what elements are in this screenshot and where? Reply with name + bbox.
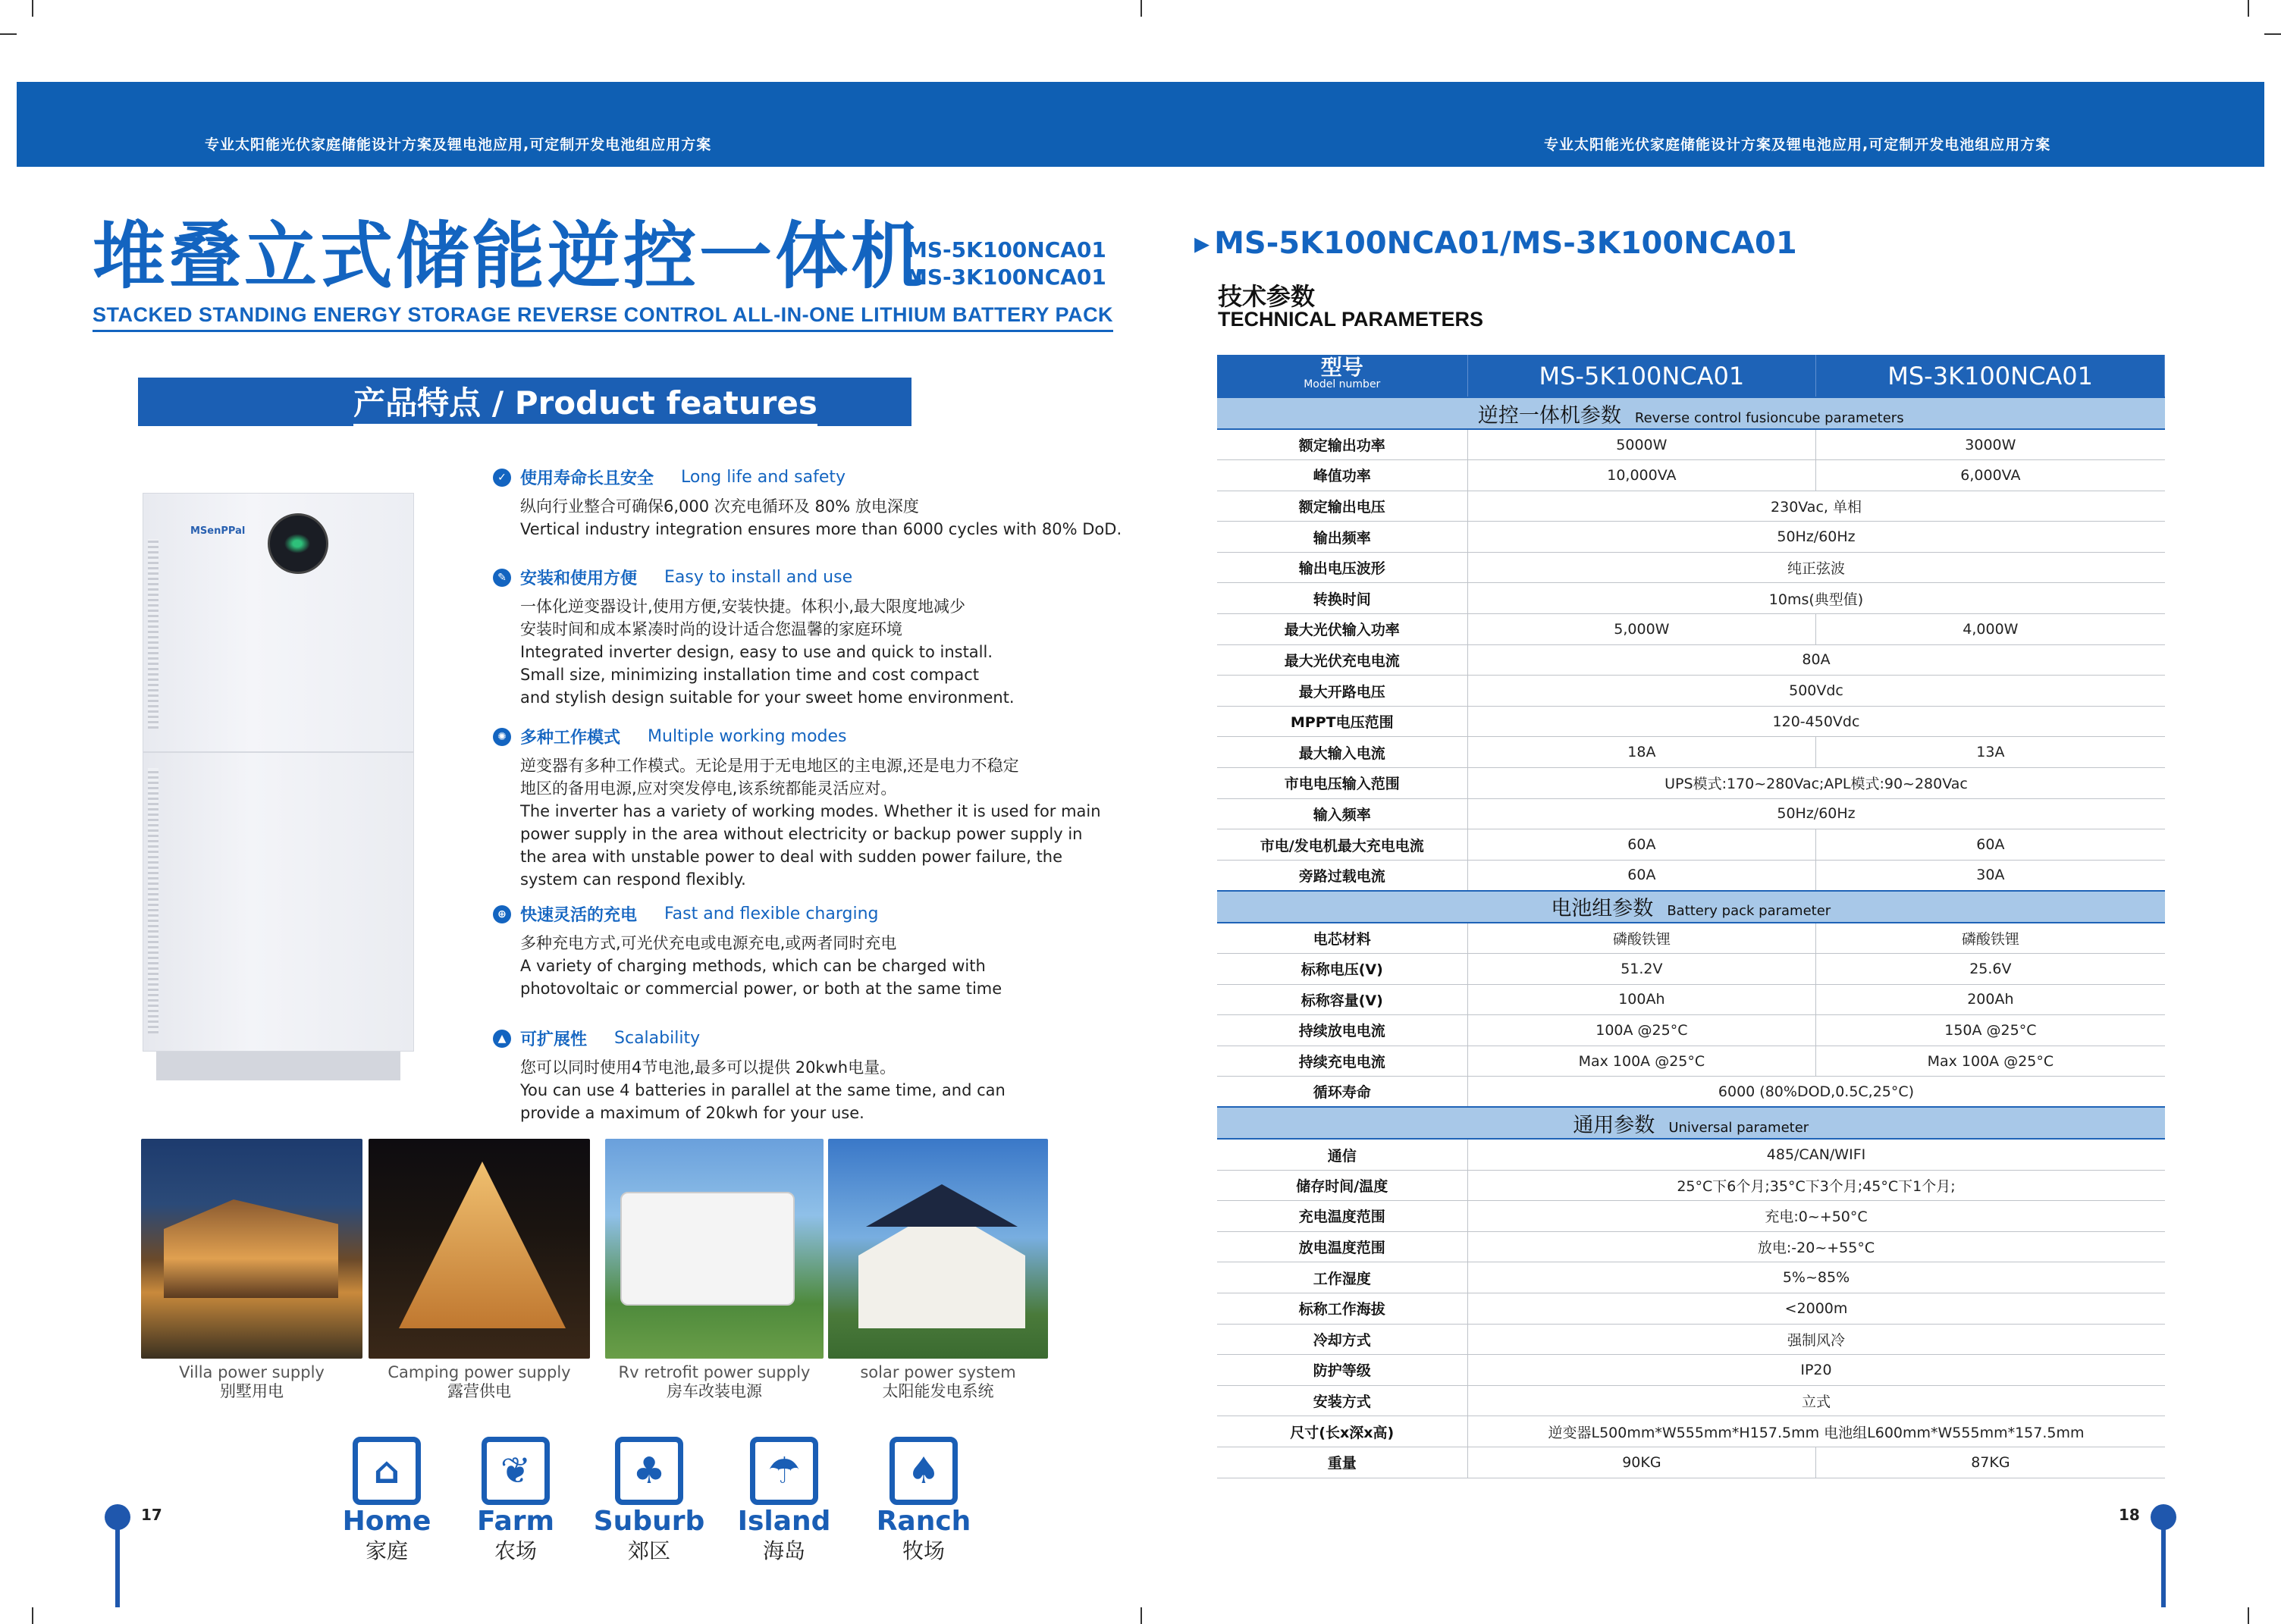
- spec-row: [1217, 706, 2165, 737]
- spec-label: 最大输入电流: [1217, 737, 1467, 768]
- spec-label: 输入频率: [1217, 798, 1467, 829]
- shield-icon: ✓: [493, 469, 511, 487]
- spec-value-shared: 485/CAN/WIFI: [1467, 1139, 2165, 1170]
- trees-icon: ♣: [615, 1437, 683, 1505]
- feature-block: [493, 466, 1122, 541]
- scene-caption: [369, 1363, 590, 1401]
- rv-photo: [605, 1139, 824, 1359]
- spec-row: [1217, 491, 2165, 522]
- spec-row: [1217, 768, 2165, 799]
- feature-line: 纵向行业整合可确保6,000 次充电循环及 80% 放电深度: [520, 497, 919, 516]
- spec-row: [1217, 1324, 2165, 1355]
- spec-label: 输出电压波形: [1217, 552, 1467, 583]
- spec-value-5k: 10,000VA: [1467, 460, 1816, 491]
- page-number: 18: [2119, 1506, 2140, 1524]
- spec-label: MPPT电压范围: [1217, 706, 1467, 737]
- crop-mark: [2264, 33, 2281, 35]
- spec-label: 旁路过载电流: [1217, 860, 1467, 891]
- spec-label: 市电/发电机最大充电电流: [1217, 829, 1467, 861]
- feature-line: 逆变器有多种工作模式。无论是用于无电地区的主电源,还是电力不稳定: [520, 757, 1019, 775]
- feature-line: provide a maximum of 20kwh for your use.: [520, 1104, 864, 1122]
- spec-row: [1217, 984, 2165, 1015]
- crop-mark: [1140, 1607, 1142, 1624]
- spec-label: 循环寿命: [1217, 1077, 1467, 1108]
- page-subtitle: STACKED STANDING ENERGY STORAGE REVERSE CONTROL ALL-IN-ONE LITHIUM BATTERY PACK: [93, 303, 1113, 332]
- feature-block: [493, 566, 1015, 709]
- spec-value-5k: 100A @25°C: [1467, 1015, 1816, 1046]
- page-number: 17: [141, 1506, 162, 1524]
- spec-label: 储存时间/温度: [1217, 1170, 1467, 1201]
- scene-caption: [605, 1363, 824, 1401]
- solar-house-photo: [828, 1139, 1048, 1359]
- model-number: MS-3K100NCA01: [906, 265, 1106, 290]
- page-marker-dot: [2151, 1504, 2176, 1530]
- spec-value-3k: 200Ah: [1816, 984, 2165, 1015]
- product-display: [268, 513, 328, 574]
- column-header-5k: MS-5K100NCA01: [1467, 355, 1816, 397]
- product-inverter-unit: [143, 493, 414, 752]
- model-numbers: [906, 237, 1106, 291]
- spec-value-3k: Max 100A @25°C: [1816, 1046, 2165, 1077]
- section-title-cn: 逆控一体机参数: [1477, 403, 1621, 428]
- feature-line: and stylish design suitable for your sweet home environment.: [520, 688, 1015, 707]
- feature-line: 地区的备用电源,应对突发停电,该系统都能灵活应对。: [520, 779, 897, 798]
- spec-label: 充电温度范围: [1217, 1201, 1467, 1232]
- feature-description: [520, 1056, 1006, 1124]
- product-image: [143, 493, 414, 1084]
- feature-title-cn: 多种工作模式: [520, 729, 621, 748]
- feature-heading: [493, 725, 1101, 748]
- spec-row: [1217, 429, 2165, 460]
- spec-value-5k: 5,000W: [1467, 614, 1816, 645]
- spec-value-5k: 60A: [1467, 829, 1816, 861]
- location-label-cn: 家庭: [365, 1538, 408, 1563]
- feature-heading: [493, 1027, 1006, 1050]
- spec-value-5k: 5000W: [1467, 429, 1816, 460]
- spec-label: 冷却方式: [1217, 1324, 1467, 1355]
- location-label-cn: 农场: [494, 1538, 537, 1563]
- scene-caption-cn: 太阳能发电系统: [882, 1382, 994, 1400]
- spec-section-header: [1217, 397, 2165, 429]
- spec-row: [1217, 1231, 2165, 1262]
- location-label-cn: 海岛: [762, 1538, 805, 1563]
- crop-mark: [2248, 1607, 2249, 1624]
- spec-label: 标称工作海拔: [1217, 1293, 1467, 1324]
- spec-value-3k: 60A: [1816, 829, 2165, 861]
- location-label-cn: 郊区: [627, 1538, 670, 1563]
- spec-value-3k: 4,000W: [1816, 614, 2165, 645]
- spec-label: 最大光伏输入功率: [1217, 614, 1467, 645]
- fence-icon: ♠: [889, 1437, 958, 1505]
- feature-line: power supply in the area without electricity or backup power supply in: [520, 825, 1083, 843]
- spec-row: [1217, 954, 2165, 985]
- spec-row: [1217, 798, 2165, 829]
- section-title-en: Universal parameter: [1668, 1119, 1809, 1136]
- spec-row: [1217, 1170, 2165, 1201]
- feature-title-en: Fast and flexible charging: [664, 904, 879, 923]
- spec-value-shared: 立式: [1467, 1385, 2165, 1416]
- spec-value-shared: 充电:0~+50°C: [1467, 1201, 2165, 1232]
- feature-description: [520, 932, 1002, 1000]
- location-label-en: Ranch: [876, 1506, 971, 1537]
- spec-label: 最大开路电压: [1217, 676, 1467, 707]
- feature-line: Vertical industry integration ensures more than 6000 cycles with 80% DoD.: [520, 520, 1122, 538]
- spec-value-3k: 6,000VA: [1816, 460, 2165, 491]
- feature-title-cn: 可扩展性: [520, 1030, 588, 1049]
- spec-value-shared: 120-450Vdc: [1467, 706, 2165, 737]
- page-title: 堆叠立式储能逆控一体机: [93, 214, 927, 299]
- scene-caption-en: Villa power supply: [179, 1363, 325, 1381]
- spec-row: [1217, 1293, 2165, 1324]
- spec-label: 尺寸(长x深x高): [1217, 1416, 1467, 1447]
- spec-table-header: [1217, 355, 2165, 397]
- model-number-label-cn: 型号: [1320, 355, 1363, 380]
- column-header-3k: MS-3K100NCA01: [1816, 355, 2165, 397]
- spec-row: [1217, 522, 2165, 553]
- spec-row: [1217, 1015, 2165, 1046]
- crop-mark: [1140, 0, 1142, 17]
- header-tagline-right: 专业太阳能光伏家庭储能设计方案及锂电池应用,可定制开发电池组应用方案: [1544, 136, 2051, 153]
- scene-caption-cn: 别墅用电: [220, 1382, 284, 1400]
- feature-block: [493, 1027, 1006, 1124]
- spec-row: [1217, 552, 2165, 583]
- features-bar-title: 产品特点 / Product features: [353, 378, 817, 426]
- spec-label: 额定输出电压: [1217, 491, 1467, 522]
- spec-value-shared: 强制风冷: [1467, 1324, 2165, 1355]
- feature-heading: [493, 566, 1015, 589]
- tech-params-title-cn: 技术参数: [1218, 282, 1316, 311]
- location-label-en: Suburb: [593, 1506, 705, 1537]
- spec-label: 转换时间: [1217, 583, 1467, 614]
- feature-line: the area with unstable power to deal with sudden power failure, the: [520, 848, 1063, 866]
- spec-row: [1217, 1201, 2165, 1232]
- model-heading: ▸ MS-5K100NCA01/MS-3K100NCA01: [1194, 226, 1797, 261]
- spec-value-5k: 磷酸铁锂: [1467, 923, 1816, 954]
- spec-row: [1217, 1447, 2165, 1478]
- spec-value-5k: 60A: [1467, 860, 1816, 891]
- spec-value-5k: 51.2V: [1467, 954, 1816, 985]
- spec-value-5k: 100Ah: [1467, 984, 1816, 1015]
- spec-row: [1217, 644, 2165, 676]
- feature-heading: [493, 466, 1122, 489]
- feature-line: You can use 4 batteries in parallel at the same time, and can: [520, 1081, 1006, 1099]
- leaf-icon: ❦: [482, 1437, 550, 1505]
- spec-row: [1217, 460, 2165, 491]
- spec-value-3k: 13A: [1816, 737, 2165, 768]
- feature-title-en: Long life and safety: [681, 468, 846, 487]
- crop-mark: [2248, 0, 2249, 17]
- spec-value-shared: 230Vac, 单相: [1467, 491, 2165, 522]
- spec-label: 通信: [1217, 1139, 1467, 1170]
- location-label-en: Island: [737, 1506, 831, 1537]
- spec-value-shared: 逆变器L500mm*W555mm*H157.5mm 电池组L600mm*W555mm*157.5mm: [1467, 1416, 2165, 1447]
- villa-photo: [141, 1139, 362, 1359]
- spec-value-3k: 87KG: [1816, 1447, 2165, 1478]
- spec-value-3k: 25.6V: [1816, 954, 2165, 985]
- header-tagline-left: 专业太阳能光伏家庭储能设计方案及锂电池应用,可定制开发电池组应用方案: [205, 136, 712, 153]
- spec-value-shared: 5%~85%: [1467, 1262, 2165, 1293]
- page-marker-pole: [2161, 1519, 2166, 1607]
- feature-title-en: Multiple working modes: [648, 727, 847, 746]
- spec-label: 输出频率: [1217, 522, 1467, 553]
- feature-line: The inverter has a variety of working modes. Whether it is used for main: [520, 802, 1101, 820]
- spec-label: 标称容量(V): [1217, 984, 1467, 1015]
- spec-label: 安装方式: [1217, 1385, 1467, 1416]
- spec-value-5k: 90KG: [1467, 1447, 1816, 1478]
- spec-row: [1217, 1046, 2165, 1077]
- spec-row: [1217, 923, 2165, 954]
- feature-heading: [493, 902, 1002, 926]
- scene-caption-cn: 房车改装电源: [667, 1382, 762, 1400]
- feature-description: [520, 754, 1101, 891]
- crop-mark: [32, 0, 33, 17]
- feature-line: 安装时间和成本紧凑时尚的设计适合您温馨的家庭环境: [520, 620, 902, 638]
- spec-label: 放电温度范围: [1217, 1231, 1467, 1262]
- features-bar: [138, 378, 911, 426]
- spec-value-shared: <2000m: [1467, 1293, 2165, 1324]
- spec-value-shared: 50Hz/60Hz: [1467, 798, 2165, 829]
- feature-line: 您可以同时使用4节电池,最多可以提供 20kwh电量。: [520, 1058, 896, 1077]
- spec-value-5k: Max 100A @25°C: [1467, 1046, 1816, 1077]
- spec-value-shared: 50Hz/60Hz: [1467, 522, 2165, 553]
- scene-caption-en: solar power system: [860, 1363, 1016, 1381]
- scene-caption: [141, 1363, 362, 1401]
- spec-row: [1217, 1385, 2165, 1416]
- spec-value-shared: IP20: [1467, 1355, 2165, 1386]
- feature-title-cn: 安装和使用方便: [520, 569, 638, 588]
- crop-mark: [32, 1607, 33, 1624]
- spec-value-shared: UPS模式:170~280Vac;APL模式:90~280Vac: [1467, 768, 2165, 799]
- spec-label: 防护等级: [1217, 1355, 1467, 1386]
- spec-value-shared: 放电:-20~+55°C: [1467, 1231, 2165, 1262]
- spec-label: 标称电压(V): [1217, 954, 1467, 985]
- feature-line: Small size, minimizing installation time and cost compact: [520, 666, 979, 684]
- scene-caption: [828, 1363, 1048, 1401]
- feature-block: [493, 902, 1002, 1000]
- spec-section-header: [1217, 891, 2165, 923]
- spec-row: [1217, 829, 2165, 861]
- spec-label: 电芯材料: [1217, 923, 1467, 954]
- spec-row: [1217, 1139, 2165, 1170]
- spec-label: 市电电压输入范围: [1217, 768, 1467, 799]
- section-title-en: Reverse control fusioncube parameters: [1634, 409, 1904, 426]
- feature-line: photovoltaic or commercial power, or both at the same time: [520, 980, 1002, 998]
- feature-line: A variety of charging methods, which can be charged with: [520, 957, 986, 975]
- crop-mark: [0, 33, 17, 35]
- spec-value-shared: 10ms(典型值): [1467, 583, 2165, 614]
- section-title-cn: 通用参数: [1573, 1113, 1655, 1137]
- spec-value-shared: 25°C下6个月;35°C下3个月;45°C下1个月;: [1467, 1170, 2165, 1201]
- charging-icon: ⊕: [493, 905, 511, 923]
- spec-value-shared: 纯正弦波: [1467, 552, 2165, 583]
- spec-value-shared: 80A: [1467, 644, 2165, 676]
- feature-line: Integrated inverter design, easy to use and quick to install.: [520, 643, 993, 661]
- spec-value-shared: 6000 (80%DOD,0.5C,25°C): [1467, 1077, 2165, 1108]
- spec-value-3k: 30A: [1816, 860, 2165, 891]
- feature-title-cn: 使用寿命长且安全: [520, 469, 654, 488]
- spec-label: 持续放电电流: [1217, 1015, 1467, 1046]
- spec-label: 峰值功率: [1217, 460, 1467, 491]
- product-logo: MSenPPal: [190, 525, 246, 537]
- spec-value-shared: 500Vdc: [1467, 676, 2165, 707]
- location-label-cn: 牧场: [902, 1538, 945, 1563]
- spec-value-3k: 磷酸铁锂: [1816, 923, 2165, 954]
- feature-description: [520, 595, 1015, 709]
- spec-value-3k: 150A @25°C: [1816, 1015, 2165, 1046]
- feature-title-en: Scalability: [614, 1029, 701, 1048]
- spec-row: [1217, 1077, 2165, 1108]
- spec-value-3k: 3000W: [1816, 429, 2165, 460]
- spec-row: [1217, 1416, 2165, 1447]
- page-marker-pole: [115, 1519, 120, 1607]
- spec-row: [1217, 860, 2165, 891]
- home-icon: ⌂: [353, 1437, 421, 1505]
- feature-title-en: Easy to install and use: [664, 568, 853, 587]
- feature-description: [520, 495, 1122, 541]
- spec-row: [1217, 614, 2165, 645]
- spec-section-header: [1217, 1107, 2165, 1139]
- spec-row: [1217, 583, 2165, 614]
- model-number: MS-5K100NCA01: [906, 237, 1106, 262]
- spec-row: [1217, 737, 2165, 768]
- spec-label: 额定输出功率: [1217, 429, 1467, 460]
- spec-row: [1217, 676, 2165, 707]
- spec-label: 持续充电电流: [1217, 1046, 1467, 1077]
- feature-line: 多种充电方式,可光伏充电或电源充电,或两者同时充电: [520, 934, 897, 952]
- camping-photo: [369, 1139, 590, 1359]
- spec-label: 工作湿度: [1217, 1262, 1467, 1293]
- location-label-en: Home: [342, 1506, 431, 1537]
- section-title-cn: 电池组参数: [1551, 897, 1654, 921]
- scalability-icon: ▲: [493, 1030, 511, 1048]
- tech-params-title-en: TECHNICAL PARAMETERS: [1218, 308, 1484, 331]
- feature-block: [493, 725, 1101, 891]
- spec-row: [1217, 1355, 2165, 1386]
- product-battery-unit: [143, 752, 414, 1052]
- scene-caption-cn: 露营供电: [447, 1382, 511, 1400]
- scene-caption-en: Rv retrofit power supply: [618, 1363, 811, 1381]
- scene-caption-en: Camping power supply: [387, 1363, 571, 1381]
- location-label-en: Farm: [476, 1506, 555, 1537]
- spec-row: [1217, 1262, 2165, 1293]
- feature-line: system can respond flexibly.: [520, 870, 746, 889]
- model-number-label-en: Model number: [1304, 378, 1381, 390]
- palm-icon: ☂: [750, 1437, 818, 1505]
- spec-label: 重量: [1217, 1447, 1467, 1478]
- spec-value-5k: 18A: [1467, 737, 1816, 768]
- spec-label: 最大光伏充电电流: [1217, 644, 1467, 676]
- feature-title-cn: 快速灵活的充电: [520, 906, 638, 925]
- header-banner: [17, 82, 2264, 167]
- page-marker-dot: [105, 1504, 130, 1530]
- section-title-en: Battery pack parameter: [1667, 903, 1831, 920]
- product-base: [156, 1052, 400, 1080]
- spec-table: [1217, 355, 2165, 1478]
- feature-line: 一体化逆变器设计,使用方便,安装快捷。体积小,最大限度地减少: [520, 597, 966, 616]
- wrench-icon: ✎: [493, 569, 511, 587]
- gear-icon: ✺: [493, 728, 511, 746]
